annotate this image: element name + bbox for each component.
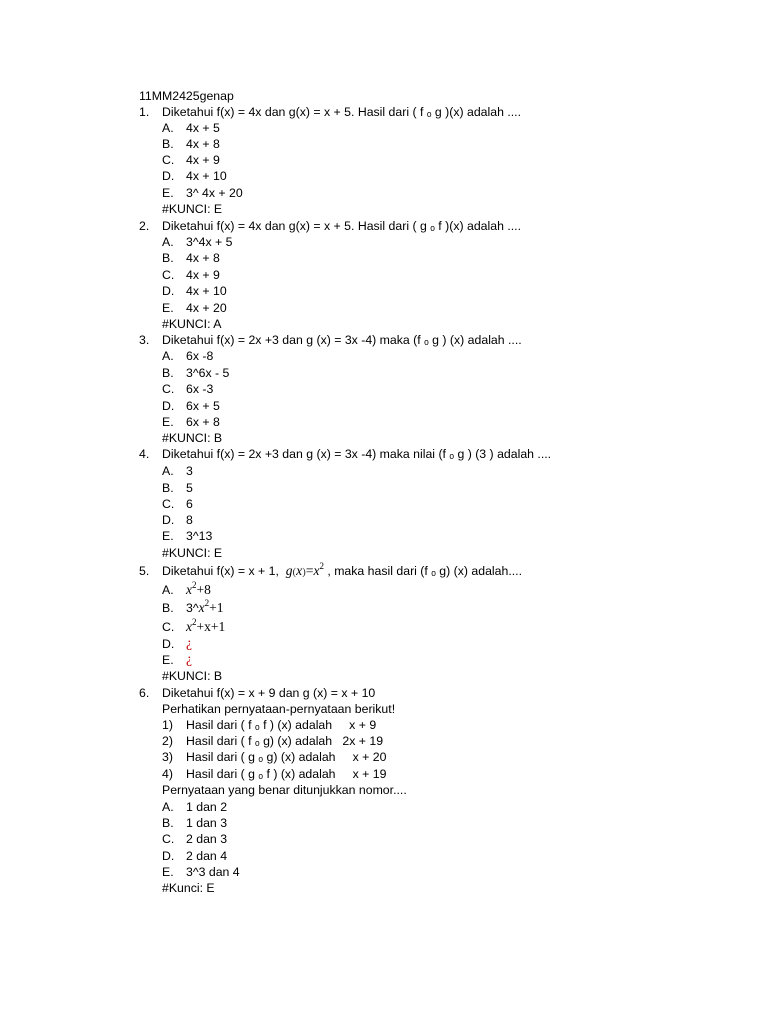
option-letter: E. (162, 415, 174, 429)
option-text: 1 dan 2 (186, 800, 228, 814)
option-letter: B. (162, 481, 174, 495)
option-text: 6x -8 (186, 349, 214, 363)
option-letter: C. (162, 382, 175, 396)
option-letter: C. (162, 620, 175, 634)
option-letter: B. (162, 137, 174, 151)
question-text: Diketahui f(x) = 2x +3 dan g (x) = 3x -4) maka (f ₒ g ) (x) adalah .... (162, 333, 522, 347)
question-number: 4. (139, 447, 150, 461)
statement-text: Hasil dari ( f ₒ g) (x) adalah 2x + 19 (186, 734, 384, 748)
option-text: 6 (186, 497, 193, 511)
option-text: 4x + 10 (186, 169, 227, 183)
option-letter: D. (162, 637, 175, 651)
statement-number: 4) (162, 767, 173, 781)
statement-number: 2) (162, 734, 173, 748)
option-text: 4x + 8 (186, 251, 220, 265)
option-letter: B. (162, 251, 174, 265)
option-letter: A. (162, 464, 174, 478)
answer-key: #Kunci: E (162, 881, 215, 895)
option-letter: A. (162, 235, 174, 249)
option-letter: D. (162, 284, 175, 298)
option-text: 4x + 5 (186, 121, 220, 135)
statement-number: 1) (162, 718, 173, 732)
option-letter: D. (162, 169, 175, 183)
option-letter: E. (162, 301, 174, 315)
option-text: 3^3 dan 4 (186, 865, 240, 879)
question-text-after: , maka hasil dari (f ₒ g) (x) adalah.... (327, 564, 522, 578)
question-text: Diketahui f(x) = 4x dan g(x) = x + 5. Hasil dari ( g ₒ f )(x) adalah .... (162, 219, 521, 233)
answer-key: #KUNCI: B (162, 669, 223, 683)
option-math: $x^2+x+1$ (186, 617, 226, 634)
question-text-before: Diketahui f(x) = x + 1, (162, 564, 279, 578)
option-text: 4x + 8 (186, 137, 220, 151)
option-text: 3^13 (186, 529, 213, 543)
question-number: 3. (139, 333, 150, 347)
option-text: 3^ 4x + 20 (186, 186, 243, 200)
option-text: 6x + 5 (186, 399, 220, 413)
option-text: 2 dan 4 (186, 849, 228, 863)
option-text: 3^6x - 5 (186, 366, 230, 380)
option-letter: C. (162, 832, 175, 846)
question-prompt: Pernyataan yang benar ditunjukkan nomor.... (162, 783, 407, 797)
option-letter: A. (162, 583, 174, 597)
option-text: ¿ (186, 651, 192, 666)
statement-text: Hasil dari ( g ₒ g) (x) adalah x + 20 (186, 750, 387, 764)
option-text: 5 (186, 481, 193, 495)
option-text: 4x + 10 (186, 284, 227, 298)
option-letter: D. (162, 513, 175, 527)
option-text: 6x -3 (186, 382, 214, 396)
option-letter: D. (162, 399, 175, 413)
option-letter: B. (162, 601, 174, 615)
option-math: $3\^{}x^2+1$ (186, 598, 224, 615)
option-text: 2 dan 3 (186, 832, 228, 846)
question-text: Diketahui f(x) = 4x dan g(x) = x + 5. Hasil dari ( f ₒ g )(x) adalah .... (162, 105, 521, 119)
document-header: 11MM2425genap (139, 89, 234, 103)
option-letter: B. (162, 816, 174, 830)
option-text: 8 (186, 513, 193, 527)
option-math: $x^2+8$ (186, 580, 211, 597)
option-letter: C. (162, 268, 175, 282)
option-letter: C. (162, 497, 175, 511)
option-text: ¿ (186, 635, 192, 650)
option-letter: E. (162, 186, 174, 200)
option-text: 4x + 9 (186, 268, 220, 282)
question-number: 5. (139, 564, 150, 578)
question-text: Diketahui f(x) = 2x +3 dan g (x) = 3x -4) maka nilai (f ₒ g ) (3 ) adalah .... (162, 447, 552, 461)
statement-text: Hasil dari ( g ₒ f ) (x) adalah x + 19 (186, 767, 387, 781)
option-letter: E. (162, 653, 174, 667)
question-instruction: Perhatikan pernyataan-pernyataan berikut! (162, 702, 396, 716)
question-text (162, 563, 522, 579)
answer-key: #KUNCI: B (162, 431, 223, 445)
question-number: 6. (139, 686, 150, 700)
option-letter: E. (162, 529, 174, 543)
option-letter: A. (162, 349, 174, 363)
option-text: 3 (186, 464, 193, 478)
option-letter: D. (162, 849, 175, 863)
answer-key: #KUNCI: E (162, 202, 223, 216)
answer-key: #KUNCI: E (162, 546, 223, 560)
math-expression-g: $g(x)=x^2$ (285, 561, 324, 578)
option-letter: B. (162, 366, 174, 380)
statement-number: 3) (162, 750, 173, 764)
option-text: 4x + 9 (186, 153, 220, 167)
option-text: 4x + 20 (186, 301, 227, 315)
option-text: 3^4x + 5 (186, 235, 233, 249)
option-letter: A. (162, 121, 174, 135)
option-letter: E. (162, 865, 174, 879)
question-text: Diketahui f(x) = x + 9 dan g (x) = x + 10 (162, 686, 376, 700)
answer-key: #KUNCI: A (162, 317, 222, 331)
statement-text: Hasil dari ( f ₒ f ) (x) adalah x + 9 (186, 718, 377, 732)
question-number: 1. (139, 105, 150, 119)
question-number: 2. (139, 219, 150, 233)
option-text: 1 dan 3 (186, 816, 228, 830)
option-letter: A. (162, 800, 174, 814)
option-letter: C. (162, 153, 175, 167)
option-text: 6x + 8 (186, 415, 220, 429)
